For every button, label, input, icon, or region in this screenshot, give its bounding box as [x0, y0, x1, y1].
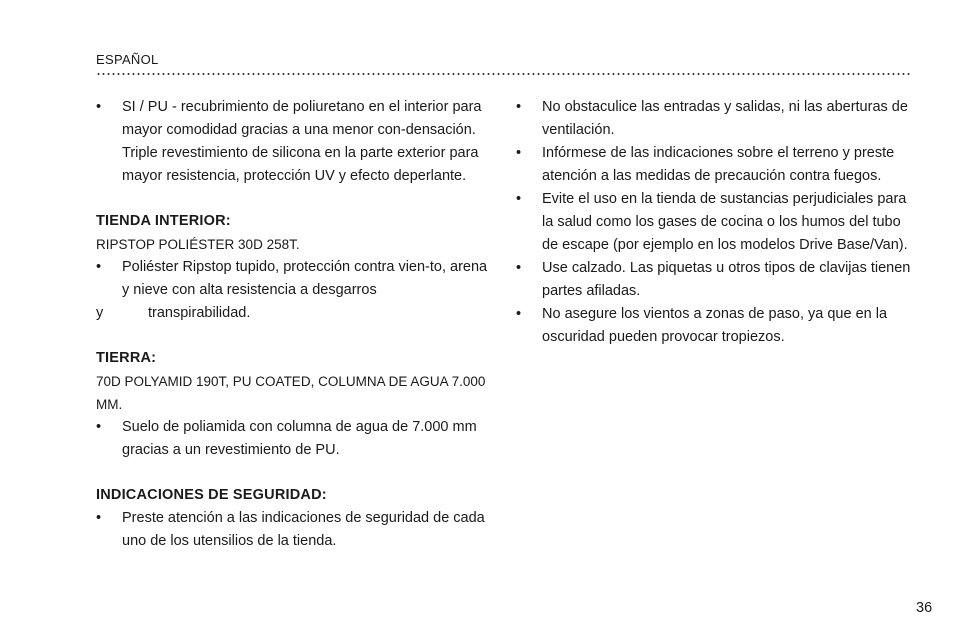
list-item: • No asegure los vientos a zonas de paso, ya que en la oscuridad pueden provocar tropiezos. — [516, 303, 912, 349]
list-item: • SI / PU - recubrimiento de poliuretano en el interior para mayor comodidad gracias a una menor con-densación. Triple revestimiento de silicona en la parte exterior para mayor resistencia, protección UV y efecto deperlante. — [96, 96, 488, 188]
tail-conjunction: y — [96, 305, 104, 321]
safety-list — [96, 507, 488, 553]
tail-text: transpirabilidad. — [148, 305, 251, 321]
list-item: • Preste atención a las indicaciones de seguridad de cada uno de los utensilios de la tienda. — [96, 507, 488, 553]
inner-tent-heading: TIENDA INTERIOR: — [96, 213, 231, 229]
list-item: • Infórmese de las indicaciones sobre el terreno y preste atención a las medidas de precaución contra fuegos. — [516, 142, 912, 188]
section-language-label: ESPAÑOL — [96, 52, 159, 67]
list-item: • Suelo de poliamida con columna de agua de 7.000 mm gracias a un revestimiento de PU. — [96, 416, 488, 462]
right-column — [516, 96, 912, 349]
floor-heading: TIERRA: — [96, 350, 157, 366]
page-number: 36 — [916, 600, 933, 616]
list-item: • Evite el uso en la tienda de sustancias perjudiciales para la salud como los gases de cocina o los humos del tubo de escape (por ejemplo en los modelos Drive Base/Van). — [516, 188, 912, 257]
intro-list — [96, 96, 488, 188]
floor-list — [96, 416, 488, 462]
safety-heading: INDICACIONES DE SEGURIDAD: — [96, 487, 327, 503]
list-item: • Use calzado. Las piquetas u otros tipos de clavijas tienen partes afiladas. — [516, 257, 912, 303]
inner-tent-spec: RIPSTOP POLIÉSTER 30D 258T. — [96, 237, 300, 252]
left-column — [96, 96, 488, 553]
inner-tent-list — [96, 256, 488, 302]
safety-list-continued — [516, 96, 912, 349]
list-item: • Poliéster Ripstop tupido, protección contra vien-to, arena y nieve con alta resistencia a desgarros — [96, 256, 488, 302]
list-item: • No obstaculice las entradas y salidas, ni las aberturas de ventilación. — [516, 96, 912, 142]
floor-spec: 70D POLYAMID 190T, PU COATED, COLUMNA DE AGUA 7.000 MM. — [96, 374, 486, 412]
dotted-divider — [96, 73, 912, 75]
inner-tent-tail — [96, 302, 488, 325]
